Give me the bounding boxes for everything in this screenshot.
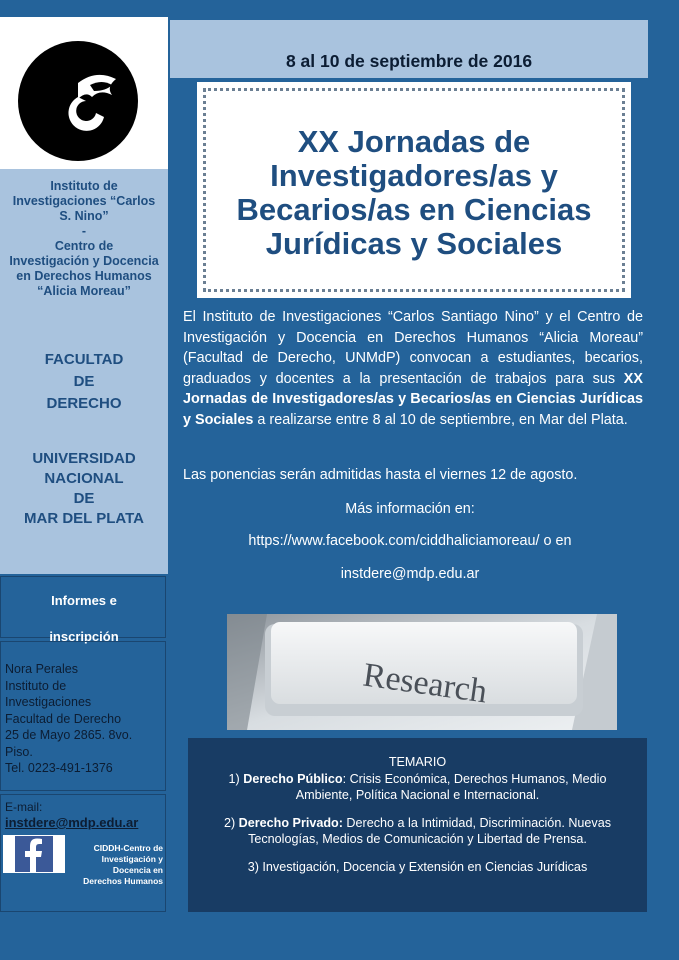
research-key-image <box>227 614 617 730</box>
institute-line: - <box>81 224 87 238</box>
temario-title: TEMARIO <box>388 755 447 769</box>
facebook-icon[interactable] <box>3 835 65 873</box>
facebook-url-link[interactable]: https://www.facebook.com/ciddhaliciamoreau/ o en <box>248 533 572 549</box>
contact-line: 25 de Mayo 2865. 8vo. <box>5 728 133 742</box>
intro-paragraph <box>183 307 643 430</box>
informes-panel <box>0 576 166 644</box>
university-line: DE <box>73 490 95 507</box>
event-title <box>206 125 622 261</box>
institutes-names <box>4 179 164 299</box>
ciddh-line: Docencia en <box>112 865 163 875</box>
faculty-line: FACULTAD <box>44 351 124 368</box>
institute-logo <box>16 39 140 163</box>
temario-item-2 <box>200 815 635 848</box>
item-text: : Crisis Económica, Derechos Humanos, Medio Ambiente, Política Nacional e Internacional. <box>295 771 607 802</box>
institute-line: Instituto de <box>50 179 118 193</box>
institute-line: S. Nino” <box>59 209 109 223</box>
title-line: Becarios/as en Ciencias <box>236 192 592 227</box>
contact-line: Facultad de Derecho <box>5 711 122 726</box>
title-line: Investigadores/as y <box>270 158 558 193</box>
contact-line: Nora Perales <box>5 662 78 676</box>
item-topic: Derecho Público <box>243 771 343 786</box>
item-number: 2) <box>223 815 239 830</box>
ciddh-caption <box>67 843 163 887</box>
contact-line: Investigaciones <box>5 695 92 709</box>
email-link[interactable]: instdere@mdp.edu.ar <box>5 815 139 830</box>
institute-line: en Derechos Humanos <box>16 269 152 283</box>
temario-content <box>200 754 635 886</box>
email-panel <box>0 794 166 912</box>
institute-line: Centro de <box>54 239 114 253</box>
contact-panel <box>0 641 166 791</box>
title-frame <box>194 79 634 301</box>
title-line: XX Jornadas de <box>297 124 531 159</box>
item-number: 1) <box>228 771 244 786</box>
institutions-panel <box>0 169 168 574</box>
temario-panel <box>188 738 647 912</box>
university-line: MAR DEL PLATA <box>24 510 144 527</box>
institute-line: Investigaciones “Carlos <box>12 194 156 208</box>
email-label: E-mail: <box>5 800 43 814</box>
institute-line: “Alicia Moreau” <box>37 284 131 298</box>
university-line: NACIONAL <box>44 470 124 487</box>
contact-line: Piso. <box>5 744 33 759</box>
intro-event-name: XX Jornadas de Investigadores/as y Becarios/as en Ciencias Jurídicas y Sociales <box>183 370 643 428</box>
temario-item-3: 3) Investigación, Docencia y Extensión en Ciencias Jurídicas <box>247 859 588 874</box>
title-dotted-border <box>203 88 625 292</box>
temario-item-1 <box>200 771 635 804</box>
ciddh-line: Investigación y <box>101 854 163 864</box>
informes-line: Informes e <box>51 593 117 608</box>
faculty-line: DERECHO <box>46 395 122 412</box>
intro-text: El Instituto de Investigaciones “Carlos Santiago Nino” y el Centro de Investigación y Docencia en Derechos Humanos “Alicia Moreau” (Facultad de Derecho, UNMdP) convocan a estudiantes, becarios, graduados y docentes a la presentación de trabajos para sus <box>183 309 643 387</box>
ciddh-line: CIDDH-Centro de <box>93 843 163 853</box>
faculty-line: DE <box>73 373 95 390</box>
contact-line: Instituto de <box>5 678 67 693</box>
logo-panel <box>0 17 168 169</box>
date-banner <box>170 20 648 78</box>
research-key-label: Research <box>360 656 490 711</box>
university-line: UNIVERSIDAD <box>32 450 136 467</box>
informes-line: inscripción <box>49 629 119 644</box>
intro-text-end: a realizarse entre 8 al 10 de septiembre, en Mar del Plata. <box>253 411 628 428</box>
deadline-text: Las ponencias serán admitidas hasta el viernes 12 de agosto. <box>183 467 578 483</box>
contact-line: Tel. 0223-491-1376 <box>5 761 113 775</box>
title-line: Jurídicas y Sociales <box>265 226 563 261</box>
more-info-label: Más información en: <box>345 501 475 517</box>
contact-email-link[interactable]: instdere@mdp.edu.ar <box>340 566 480 582</box>
item-topic: Derecho Privado: <box>238 815 343 830</box>
ciddh-line: Derechos Humanos <box>83 876 163 886</box>
event-date: 8 al 10 de septiembre de 2016 <box>285 51 533 71</box>
contact-info <box>5 661 165 777</box>
institute-line: Investigación y Docencia <box>9 254 159 268</box>
item-text: Derecho a la Intimidad, Discriminación. Nuevas Tecnologías, Medios de Comunicación y Libertad de Prensa. <box>248 815 612 846</box>
university-name <box>4 449 164 529</box>
faculty-name <box>4 349 164 415</box>
